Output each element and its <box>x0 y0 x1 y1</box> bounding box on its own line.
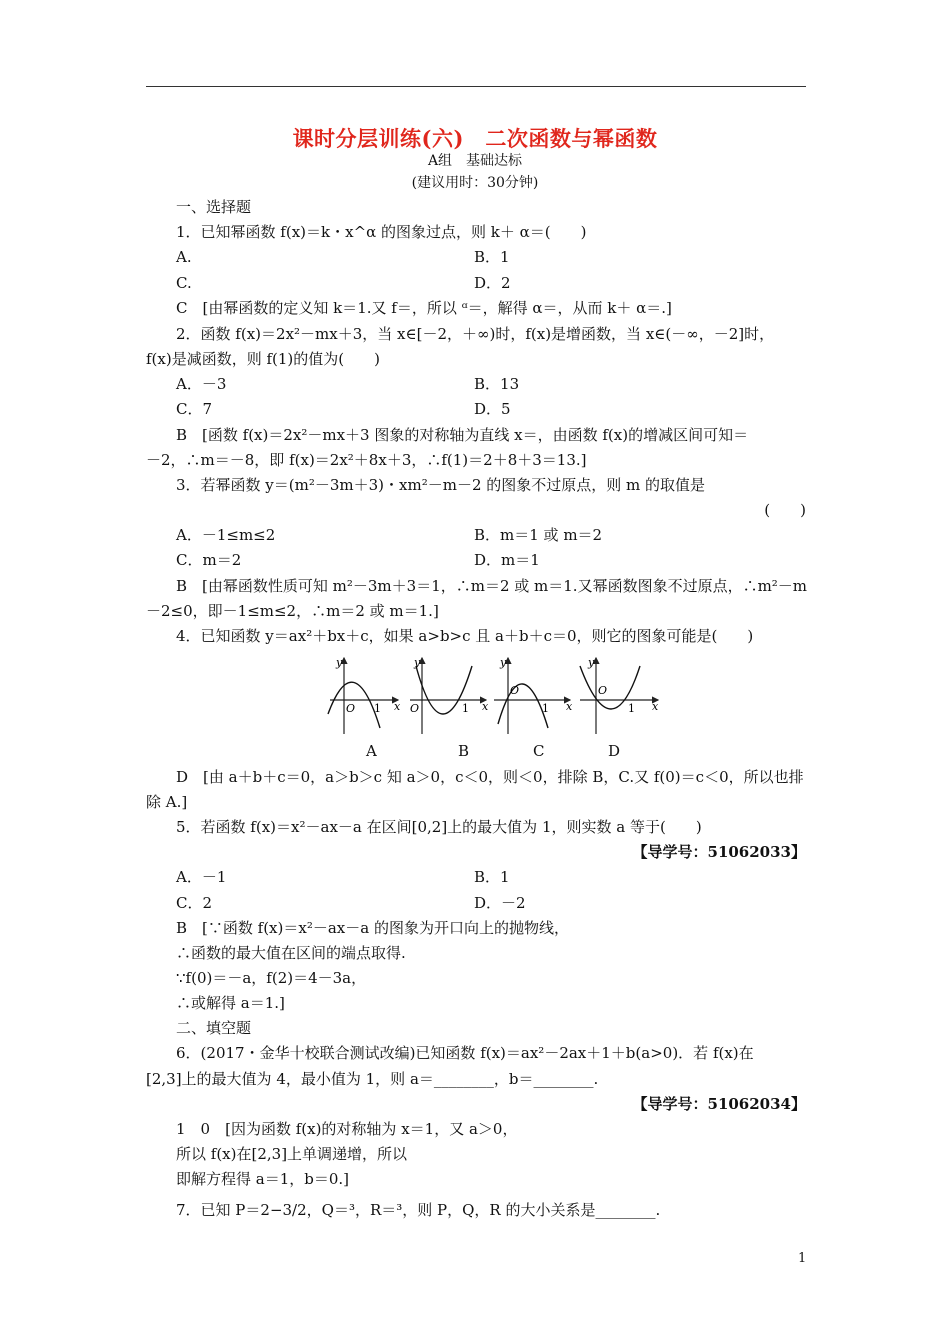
graph-b-y-label: y <box>414 656 421 669</box>
q1-option-c: C. <box>176 274 192 292</box>
graph-d-one: 1 <box>628 702 635 715</box>
question-6-line2: [2,3]上的最大值为 4，最小值为 1，则 a＝________，b＝________. <box>146 1070 599 1088</box>
section-fill-in: 二、填空题 <box>176 1019 252 1037</box>
q5-option-d: D．－2 <box>474 894 526 912</box>
q3-option-d: D．m＝1 <box>474 551 540 569</box>
page-number: 1 <box>798 1251 807 1266</box>
graph-c-one: 1 <box>542 702 549 715</box>
graph-caption-d: D <box>608 742 621 760</box>
question-4: 4．已知函数 y＝ax²＋bx＋c，如果 a>b>c 且 a＋b＋c＝0，则它的图象可能是( ) <box>176 627 754 645</box>
question-2-line2: f(x)是减函数，则 f(1)的值为( ) <box>146 350 380 368</box>
suggested-time: (建议用时：30分钟) <box>411 175 539 191</box>
solution-6-line2: 所以 f(x)在[2,3]上单调递增，所以 <box>176 1145 408 1163</box>
q2-option-b: B．13 <box>474 375 520 393</box>
graph-a-one: 1 <box>374 702 381 715</box>
q5-option-a: A．－1 <box>176 868 227 886</box>
graph-caption-b: B <box>458 742 470 760</box>
q6-reference-number: 【导学号：51062034】 <box>632 1095 806 1113</box>
graph-b-one: 1 <box>462 702 469 715</box>
q3-option-a: A．－1≤m≤2 <box>176 526 276 544</box>
graph-c <box>494 656 573 734</box>
solution-1: C [由幂函数的定义知 k＝1.又 f＝，所以 ᵅ＝，解得 α＝，从而 k＋ α＝.] <box>176 299 672 317</box>
graph-a-x-label: x <box>394 700 401 713</box>
q1-option-b: B．1 <box>474 248 510 266</box>
graph-b-origin: O <box>410 702 420 715</box>
q3-paren: ( ) <box>764 501 806 519</box>
solution-3-line1: B [由幂函数性质可知 m²－3m＋3＝1，∴m＝2 或 m＝1.又幂函数图象不过原点，∴m²－m <box>176 577 808 595</box>
q3-option-c: C．m＝2 <box>176 551 242 569</box>
graph-c-origin: O <box>510 684 520 697</box>
section-choice: 一、选择题 <box>176 198 252 216</box>
graph-d-y-label: y <box>588 656 595 669</box>
q1-option-d: D．2 <box>474 274 511 292</box>
graph-caption-a: A <box>366 742 377 760</box>
graph-a-origin: O <box>346 702 356 715</box>
q2-option-c: C．7 <box>176 400 213 418</box>
solution-2-line2: －2，∴m＝－8，即 f(x)＝2x²＋8x＋3，∴f(1)＝2＋8＋3＝13.] <box>146 451 587 469</box>
solution-6-line3: 即解方程得 a＝1，b＝0.] <box>176 1170 350 1188</box>
q5-option-b: B．1 <box>474 868 510 886</box>
q1-option-a: A. <box>176 248 192 266</box>
question-3: 3．若幂函数 y＝(m²－3m＋3)・xm²－m－2 的图象不过原点，则 m 的取值是 <box>176 476 706 494</box>
solution-5-line4: ∴或解得 a＝1.] <box>176 994 285 1012</box>
solution-5-line1: B [∵函数 f(x)＝x²－ax－a 的图象为开口向上的抛物线， <box>176 919 569 937</box>
question-5: 5．若函数 f(x)＝x²－ax－a 在区间[0,2]上的最大值为 1，则实数 a 等于( ) <box>176 818 702 836</box>
page-title: 课时分层训练(六) 二次函数与幂函数 <box>292 126 658 151</box>
question-1: 1．已知幂函数 f(x)＝k・x^α 的图象过点，则 k＋ α＝( ) <box>176 223 587 241</box>
graph-d-x-label: x <box>652 700 659 713</box>
graph-c-y-label: y <box>500 656 507 669</box>
q5-reference-number: 【导学号：51062033】 <box>632 843 806 861</box>
solution-3-line2: －2≤0，即－1≤m≤2，∴m＝2 或 m＝1.] <box>146 602 439 620</box>
group-label: A组 基础达标 <box>427 153 523 169</box>
graph-b <box>410 656 489 734</box>
q4-graph-options <box>322 652 662 742</box>
graph-caption-c: C <box>533 742 545 760</box>
solution-2-line1: B [函数 f(x)＝2x²－mx＋3 图象的对称轴为直线 x＝，由函数 f(x)的增减区间可知＝ <box>176 426 749 444</box>
solution-4-line2: 除 A.] <box>146 793 188 811</box>
question-6-line1: 6．(2017・金华十校联合测试改编)已知函数 f(x)＝ax²－2ax＋1＋b(a>0)．若 f(x)在 <box>176 1044 754 1062</box>
graph-c-x-label: x <box>566 700 573 713</box>
graph-a-y-label: y <box>336 656 343 669</box>
solution-4-line1: D [由 a＋b＋c＝0，a＞b＞c 知 a＞0，c＜0，则＜0，排除 B，C.又 f(0)＝c＜0，所以也排 <box>176 768 804 786</box>
header-rule <box>146 86 806 87</box>
question-2-line1: 2．函数 f(x)＝2x²－mx＋3，当 x∈[－2，＋∞)时，f(x)是增函数，当 x∈(－∞，－2]时， <box>176 325 775 343</box>
q2-option-d: D．5 <box>474 400 511 418</box>
graph-b-x-label: x <box>482 700 489 713</box>
graph-a <box>328 656 401 734</box>
solution-5-line3: ∵f(0)＝－a，f(2)＝4－3a， <box>176 969 367 987</box>
question-7: 7．已知 P＝2−3/2，Q＝³，R＝³，则 P，Q，R 的大小关系是________. <box>176 1201 661 1219</box>
graph-d-origin: O <box>598 684 608 697</box>
solution-6-line1: 1 0 [因为函数 f(x)的对称轴为 x＝1，又 a＞0， <box>176 1120 518 1138</box>
q5-option-c: C．2 <box>176 894 213 912</box>
solution-5-line2: ∴函数的最大值在区间的端点取得. <box>176 944 406 962</box>
q2-option-a: A．－3 <box>176 375 227 393</box>
q3-option-b: B．m＝1 或 m＝2 <box>474 526 603 544</box>
graph-d <box>580 656 659 734</box>
